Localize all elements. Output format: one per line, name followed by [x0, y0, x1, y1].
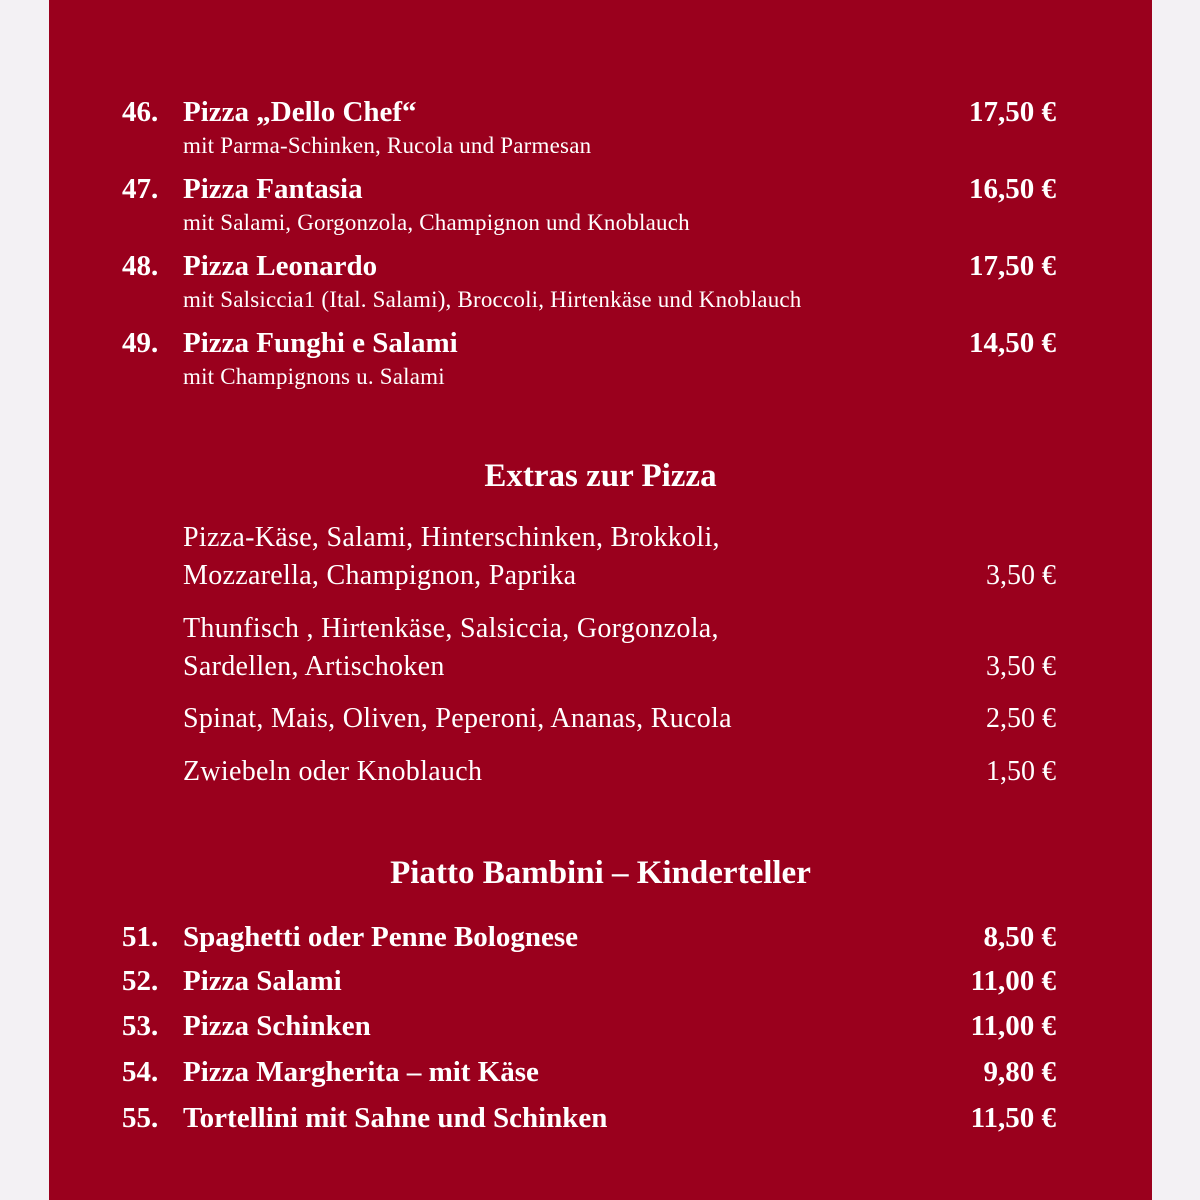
extras-line: Pizza-Käse, Salami, Hinterschinken, Brokkoli,	[183, 522, 720, 553]
item-name: Pizza Leonardo	[183, 250, 378, 282]
item-price: 17,50 €	[969, 250, 1056, 282]
extras-price: 3,50 €	[986, 651, 1056, 682]
item-number: 49.	[122, 327, 159, 359]
item-name: Spaghetti oder Penne Bolognese	[183, 921, 578, 953]
item-number: 52.	[122, 965, 159, 997]
item-name: Pizza „Dello Chef“	[183, 96, 417, 128]
extras-line: Spinat, Mais, Oliven, Peperoni, Ananas, Rucola	[183, 703, 732, 734]
item-price: 11,00 €	[970, 965, 1056, 997]
item-price: 14,50 €	[969, 327, 1056, 359]
extras-line: Zwiebeln oder Knoblauch	[183, 756, 483, 787]
item-description: mit Champignons u. Salami	[183, 364, 445, 389]
item-name: Pizza Fantasia	[183, 173, 363, 205]
item-name: Pizza Margherita – mit Käse	[183, 1056, 539, 1088]
extras-line: Sardellen, Artischoken	[183, 651, 445, 682]
item-price: 17,50 €	[969, 96, 1056, 128]
section-heading-kids: Piatto Bambini – Kinderteller	[390, 855, 811, 891]
item-name: Tortellini mit Sahne und Schinken	[183, 1102, 608, 1134]
item-name: Pizza Salami	[183, 965, 342, 997]
item-name: Pizza Funghi e Salami	[183, 327, 458, 359]
extras-price: 1,50 €	[986, 756, 1056, 787]
extras-price: 3,50 €	[986, 560, 1056, 591]
extras-line: Thunfisch , Hirtenkäse, Salsiccia, Gorgonzola,	[183, 613, 719, 644]
item-price: 9,80 €	[983, 1056, 1056, 1088]
item-price: 16,50 €	[969, 173, 1056, 205]
section-heading-extras: Extras zur Pizza	[484, 458, 717, 494]
item-name: Pizza Schinken	[183, 1010, 371, 1042]
item-description: mit Parma-Schinken, Rucola und Parmesan	[183, 133, 592, 158]
item-number: 51.	[122, 921, 159, 953]
item-price: 11,50 €	[970, 1102, 1056, 1134]
item-number: 54.	[122, 1056, 159, 1088]
item-number: 53.	[122, 1010, 159, 1042]
item-number: 46.	[122, 96, 159, 128]
item-price: 8,50 €	[983, 921, 1056, 953]
item-number: 55.	[122, 1102, 159, 1134]
menu-page	[49, 0, 1152, 1200]
extras-line: Mozzarella, Champignon, Paprika	[183, 560, 577, 591]
item-description: mit Salami, Gorgonzola, Champignon und Knoblauch	[183, 210, 690, 235]
extras-price: 2,50 €	[986, 703, 1056, 734]
item-description: mit Salsiccia1 (Ital. Salami), Broccoli, Hirtenkäse und Knoblauch	[183, 287, 802, 312]
item-price: 11,00 €	[970, 1010, 1056, 1042]
item-number: 47.	[122, 173, 159, 205]
item-number: 48.	[122, 250, 159, 282]
